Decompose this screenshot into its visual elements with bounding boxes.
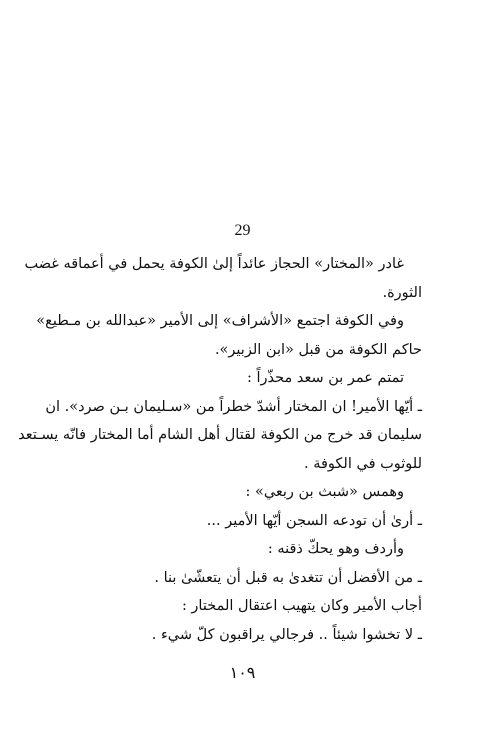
text-line: وأردف وهو يحكّ ذقنه : [267,541,404,557]
text-line: تمتم عمر بن سعد محذّراً : [246,370,404,386]
page-number: ١٠٩ [229,663,256,682]
text-line: ـ لا تخشوا شيئاً .. فرجالي يراقبون كلّ شيء . [151,626,422,643]
text-line: ـ أيّها الأمير! ان المختار أشدّ خطراً من «سـليمان بـن صرد». ان [45,398,422,415]
text-line: ـ من الأفضل أن تتغدىٰ به قبل أن يتعشّىٰ بنا . [154,569,422,586]
text-line: الثورة. [382,284,422,301]
body-text [18,250,422,649]
text-line: للوثوب في الكوفة . [304,455,422,472]
chapter-number: 29 [234,222,251,239]
text-line: حاكم الكوفة من قبل «ابن الزبير». [214,341,422,358]
text-line: غادر «المختار» الحجاز عائداً إلىٰ الكوفة يحمل في أعماقه غضب [24,256,404,272]
text-line: أجاب الأمير وكان يتهيب اعتقال المختار : [181,598,422,614]
text-line: وهمس «شبث بن ربعي» : [245,484,404,500]
text-line: وفي الكوفة اجتمع «الأشراف» إلى الأمير «عبدالله بن مـطيع» [36,313,404,329]
text-line: ـ أرىٰ أن تودعه السجن أيّها الأمير ... [206,512,422,529]
text-line: سليمان قد خرج من الكوفة لقتال أهل الشام أما المختار فانّه يسـتعد [18,427,422,443]
